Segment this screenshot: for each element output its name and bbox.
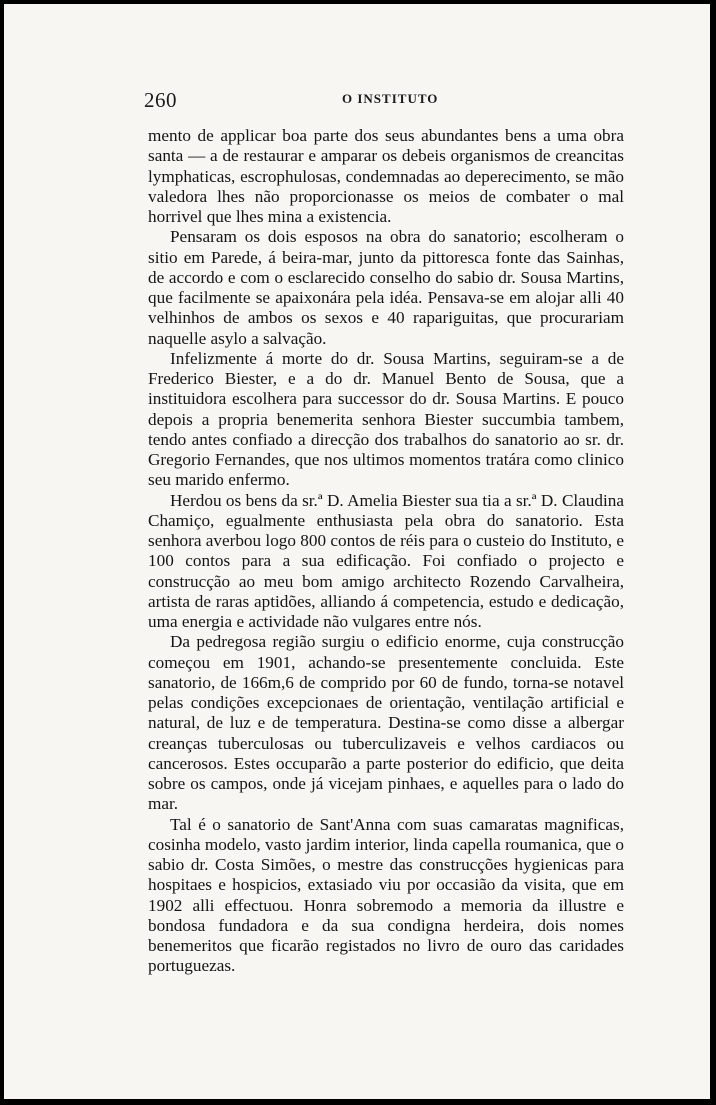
running-title: O INSTITUTO xyxy=(342,91,439,106)
body-text xyxy=(148,126,624,977)
paragraph-6: Tal é o sanatorio de Sant'Anna com suas camaratas magnificas, cosinha modelo, vasto jardim interior, linda capella roumanica, que o sabio dr. Costa Simões, o mestre das construcções hygienicas para hospitaes e hospicios, extasiado viu por occasião da visita, que em 1902 alli effectuou. Honra sobremodo a memoria da illustre e bondosa fundadora e da sua condigna herdeira, dois nomes benemeritos que ficarão registados no livro de ouro das caridades portuguezas. xyxy=(148,814,624,976)
paragraph-1: mento de applicar boa parte dos seus abundantes bens a uma obra santa — a de restaurar e amparar os debeis organismos de creancitas lymphaticas, escrophulosas, condemnadas ao deperecimento, se mão valedora lhes não proporcionasse os meios de combater o mal horrivel que lhes mina a existencia. xyxy=(148,126,624,226)
book-page xyxy=(4,4,710,1099)
paragraph-5: Da pedregosa região surgiu o edificio enorme, cuja construcção começou em 1901, achando-se presentemente concluida. Este sanatorio, de 166m,6 de comprido por 60 de fundo, torna-se notavel pelas condições excepcionaes de orientação, ventilação artificial e natural, de luz e de temperatura. Destina-se como disse a albergar creanças tuberculosas ou tuberculizaveis e velhos cardiacos ou cancerosos. Estes occuparão a parte posterior do edificio, que deita sobre os campos, onde já vicejam pinhaes, e aquelles para o lado do mar. xyxy=(148,632,624,814)
paragraph-3: Infelizmente á morte do dr. Sousa Martins, seguiram-se a de Frederico Biester, e a do dr. Manuel Bento de Sousa, que a instituidora escolhera para successor do dr. Sousa Martins. E pouco depois a propria benemerita senhora Biester succumbia tambem, tendo antes confiado a direcção dos trabalhos do sanatorio ao sr. dr. Gregorio Fernandes, que nos ultimos momentos tratára como clinico seu marido enfermo. xyxy=(148,348,624,490)
page-header xyxy=(144,88,620,112)
paragraph-2: Pensaram os dois esposos na obra do sanatorio; escolheram o sitio em Parede, á beira-mar, junto da pittoresca fonte das Sainhas, de accordo e com o esclarecido conselho do sabio dr. Sousa Martins, que facilmente se apaixonára pela idéa. Pensava-se em alojar alli 40 velhinhos de ambos os sexos e 40 rapariguitas, que procurariam naquelle asylo a salvação. xyxy=(148,227,624,348)
paragraph-4: Herdou os bens da sr.ª D. Amelia Biester sua tia a sr.ª D. Claudina Chamiço, egualmente enthusiasta pela obra do sanatorio. Esta senhora averbou logo 800 contos de réis para o custeio do Instituto, e 100 contos para a sua edificação. Foi confiado o projecto e construcção ao meu bom amigo architecto Rozendo Carvalheira, artista de raras aptidões, alliando á competencia, estudo e dedicação, uma energia e actividade não vulgares entre nós. xyxy=(148,490,624,631)
page-number: 260 xyxy=(144,88,177,112)
